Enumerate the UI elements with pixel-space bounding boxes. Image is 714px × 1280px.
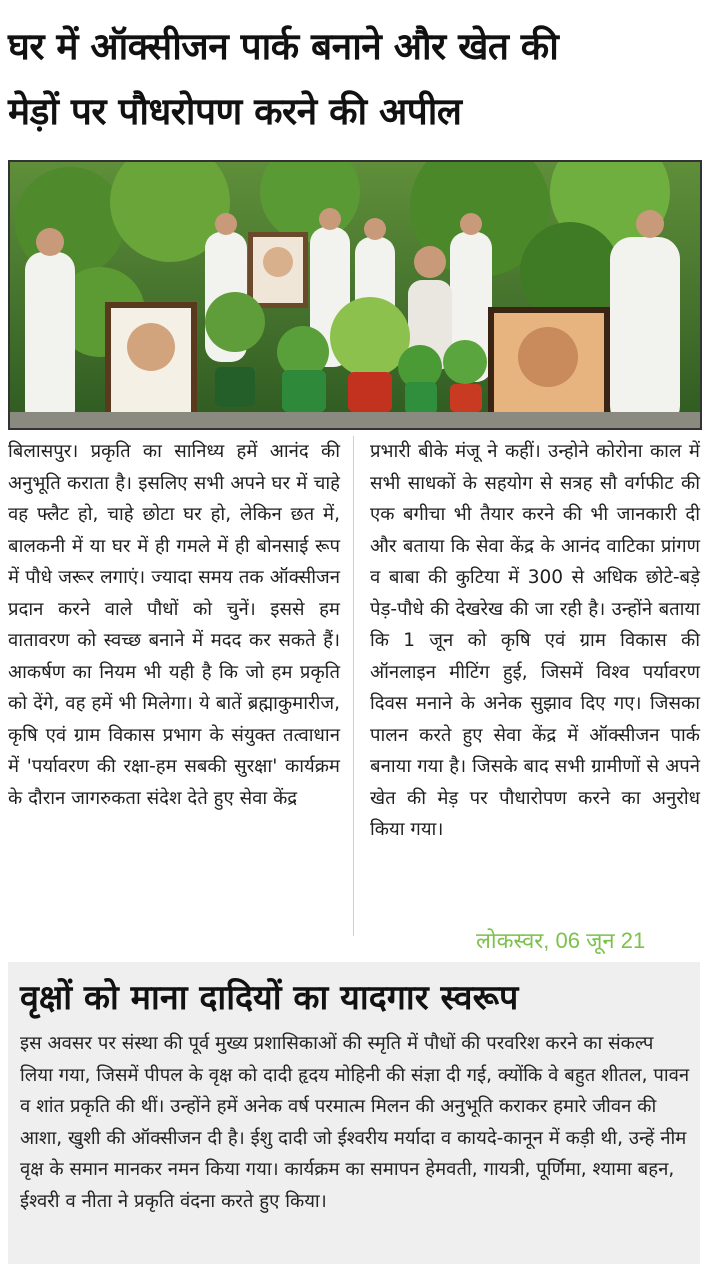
article-column-right: प्रभारी बीके मंजू ने कहीं। उन्होने कोरोना काल में सभी साधकों के सहयोग से सत्रह सौ वर्गफीट की एक बगीचा भी तैयार करने की भी जानकारी दी और बताया कि सेवा केंद्र के आनंद वाटिका प्रांगण व बाबा की कुटिया में 300 से अधिक छोटे-बड़े पेड़-पौधे की देखरेख की जा रही है। उन्होंने बताया कि 1 जून को कृषि एवं ग्राम विकास की ऑनलाइन मीटिंग हुई, जिसमें विश्व पर्यावरण दिवस मनाने के अनेक सुझाव दिए गए। जिसका पालन करते हुए सेवा केंद्र में ऑक्सीजन पार्क बनाया गया है। जिसके बाद सभी ग्रामीणों से अपने खेत की मेड़ पर पौधारोपण करने का अनुरोध किया गया। xyxy=(370,441,700,840)
column-divider xyxy=(353,436,354,936)
sidebar-box-title: वृक्षों को माना दादियों का यादगार स्वरूप xyxy=(20,978,519,1018)
news-photo xyxy=(8,160,702,430)
headline xyxy=(8,14,708,144)
photo-illustration xyxy=(10,162,700,428)
article-column-left: बिलासपुर। प्रकृति का सानिध्य हमें आनंद की अनुभूति कराता है। इसलिए सभी अपने घर में चाहे वह फ्लैट हो, चाहे छोटा घर हो, लेकिन छत में, बालकनी में या घर में ही गमले में ही बोनसाई रूप में पौधे जरूर लगाएं। ज्यादा समय तक ऑक्सीजन प्रदान करने वाले पौधों को चुनें। इससे हम वातावरण को स्वच्छ बनाने में मदद कर सकते हैं। आकर्षण का नियम भी यही है कि जो हम प्रकृति को देंगे, वह हमें भी मिलेगा। ये बातें ब्रह्माकुमारीज, कृषि एवं ग्राम विकास प्रभाग के संयुक्त तत्वाधान में 'पर्यावरण की रक्षा-हम सबकी सुरक्षा' कार्यक्रम के दौरान जागरुकता संदेश देते हुए सेवा केंद्र xyxy=(8,441,340,809)
sidebar-box-body: इस अवसर पर संस्था की पूर्व मुख्य प्रशासिकाओं की स्मृति में पौधों की परवरिश करने का संकल्प लिया गया, जिसमें पीपल के वृक्ष को दादी हृदय मोहिनी की संज्ञा दी गई, क्योंकि वे बहुत शीतल, पावन व शांत प्रकृति की थीं। उन्होंने हमें अनेक वर्ष परमात्म मिलन की अनुभूति कराकर हमारे जीवन की आशा, खुशी की ऑक्सीजन दी है। ईशु दादी जो ईश्वरीय मर्यादा व कायदे-कानून में कड़ी थी, उन्हें नीम वृक्ष के समान मानकर नमन किया गया। कार्यक्रम का समापन हेमवती, गायत्री, पूर्णिमा, श्यामा बहन, ईश्वरी व नीता ने प्रकृति वंदना करते हुए किया। xyxy=(20,1033,690,1212)
source-credit: लोकस्वर, 06 जून 21 xyxy=(476,928,646,953)
headline-line-2: मेड़ों पर पौधरोपण करने की अपील xyxy=(8,90,462,133)
headline-line-1: घर में ऑक्सीजन पार्क बनाने और खेत की xyxy=(8,25,559,68)
